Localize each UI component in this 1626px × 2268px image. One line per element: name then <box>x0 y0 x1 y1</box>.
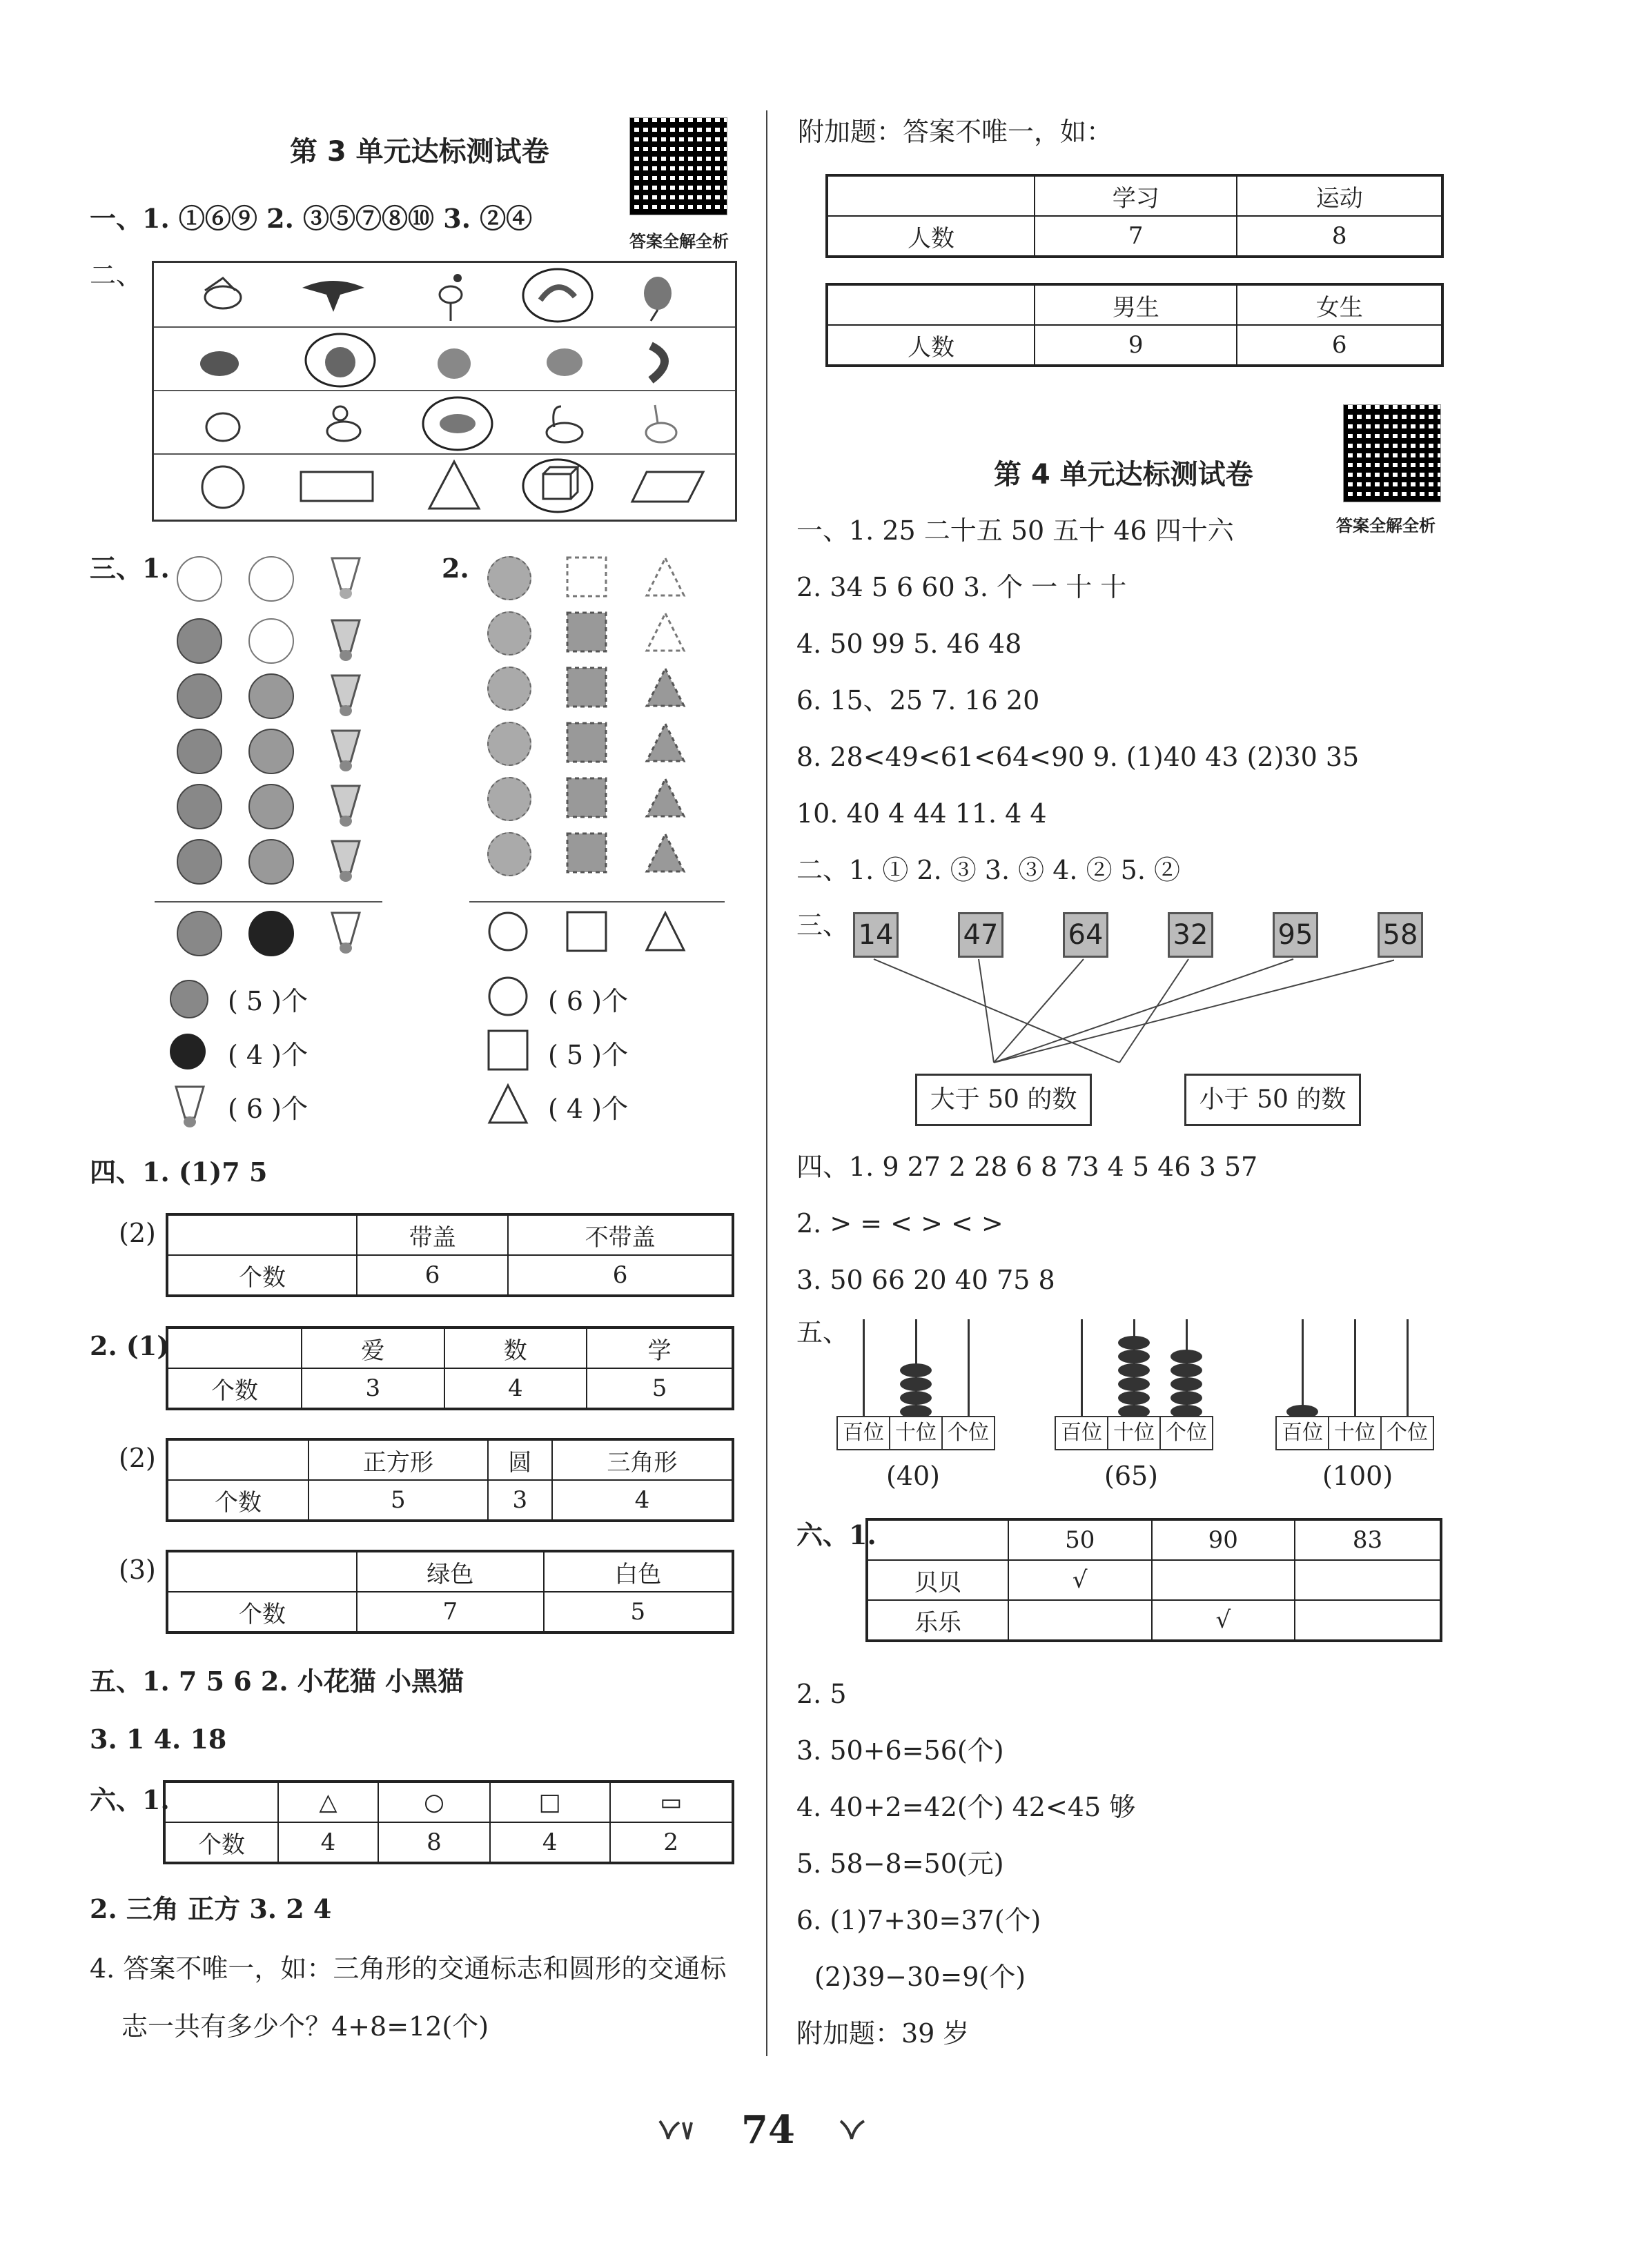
square-icon <box>566 556 607 598</box>
square-icon <box>566 722 607 763</box>
cube-icon-circled <box>520 456 596 515</box>
hen-icon <box>195 401 251 446</box>
goose-icon <box>540 400 589 448</box>
extra-question: 附加题：答案不唯一，如： <box>798 117 1113 147</box>
unit4-l5: 8. 28<49<61<64<90 9. (1)40 43 (2)30 35 <box>796 742 1360 772</box>
shuttlecock-icon <box>329 782 363 828</box>
unit4-a4: 4. 40+2=42(个) 42<45 够 <box>796 1792 1136 1822</box>
square-icon <box>566 667 607 708</box>
count-circle: ( 6 )个 <box>548 986 628 1016</box>
soccer-ball-icon <box>248 784 294 829</box>
page-number: 74 <box>741 2107 795 2153</box>
answer-s2-label: 二、 <box>90 260 143 290</box>
unit4-l2: 2. 34 5 6 60 3. 个 一 十 十 <box>796 572 1127 602</box>
eggplant-icon <box>195 340 244 382</box>
cabbage-icon <box>433 339 475 384</box>
eagle-icon <box>299 274 368 315</box>
answer-s5-3: 3. 1 4. 18 <box>90 1724 227 1755</box>
triangle-icon <box>427 459 482 511</box>
answer-s3-label: 三、1. <box>90 553 170 584</box>
unit4-l8: 四、1. 9 27 2 28 6 8 73 4 5 46 3 57 <box>796 1152 1258 1182</box>
table-colors: 绿色 白色 个数 7 5 <box>166 1550 734 1634</box>
table2-label: 2. (1) <box>90 1330 170 1361</box>
basketball-icon <box>170 980 208 1018</box>
answer-s3-label2: 2. <box>442 553 469 584</box>
unit4-s5-label: 五、 <box>796 1317 850 1348</box>
triangle-icon <box>645 911 686 952</box>
square-icon <box>487 1029 529 1071</box>
table-guess: 50 90 83 贝贝 √ 乐乐 √ <box>865 1518 1442 1642</box>
rabbit-icon <box>637 400 685 448</box>
unit4-s6-label: 六、1. <box>796 1519 876 1550</box>
count-soccer: ( 4 )个 <box>228 1040 308 1070</box>
table-study-sport: 学习 运动 人数 7 8 <box>825 174 1444 258</box>
answer-s6-2: 2. 三角 正方 3. 2 4 <box>90 1893 332 1924</box>
qr-code-icon[interactable] <box>1343 404 1441 502</box>
shuttlecock-icon <box>329 617 363 662</box>
unit4-l3: 4. 50 99 5. 46 48 <box>796 629 1022 659</box>
square-icon <box>566 611 607 653</box>
answer-s1: 一、1. ①⑥⑨ 2. ③⑤⑦⑧⑩ 3. ②④ <box>90 203 533 234</box>
square-icon <box>566 832 607 874</box>
square-icon <box>566 777 607 818</box>
unit4-s3-label: 三、 <box>796 910 850 940</box>
table3-label: (2) <box>119 1443 156 1473</box>
abacus-value: (100) <box>1322 1461 1393 1491</box>
table4-label: (3) <box>119 1555 156 1585</box>
triangle-icon <box>645 832 686 874</box>
shuttlecock-icon <box>329 672 363 718</box>
circle-icon <box>487 911 529 952</box>
abacus-value: (40) <box>886 1461 941 1491</box>
number-box: 14 <box>853 912 899 958</box>
unit4-l1: 一、1. 25 二十五 50 五十 46 四十六 <box>796 515 1234 546</box>
basketball-icon <box>177 729 222 774</box>
circle-icon <box>487 722 531 766</box>
circle-icon <box>487 611 531 655</box>
circle-icon <box>487 976 529 1017</box>
potato-icon <box>540 340 589 382</box>
answer-s6-4a: 4. 答案不唯一，如：三角形的交通标志和圆形的交通标 <box>90 1953 727 1984</box>
square-icon <box>566 911 607 952</box>
circle-icon <box>199 463 247 511</box>
number-box: 47 <box>958 912 1003 958</box>
basketball-icon <box>177 556 222 602</box>
table1-label: (2) <box>119 1218 156 1248</box>
qr-caption: 答案全解全析 <box>1336 516 1436 535</box>
sprout-icon <box>835 2114 870 2142</box>
shuttlecock-icon <box>329 838 363 883</box>
soccer-ball-icon <box>248 839 294 885</box>
basketball-icon <box>177 784 222 829</box>
soccer-ball-icon <box>248 911 294 956</box>
triangle-icon <box>645 777 686 818</box>
parrot-icon <box>630 270 685 322</box>
table-boys-girls: 男生 女生 人数 9 6 <box>825 283 1444 367</box>
rectangle-icon <box>299 470 375 504</box>
count-square: ( 5 )个 <box>548 1040 628 1070</box>
box-greater-than-50: 大于 50 的数 <box>915 1074 1092 1126</box>
shrimp-icon-circled <box>520 266 596 325</box>
triangle-icon <box>645 667 686 708</box>
answer-s6-4b: 志一共有多少个？4+8=12(个) <box>121 2011 489 2042</box>
picture-grid <box>152 261 737 522</box>
unit4-a6: 6. (1)7+30=37(个) <box>796 1905 1041 1935</box>
apple-icon-circled <box>302 331 378 390</box>
unit4-a3: 3. 50+6=56(个) <box>796 1735 1004 1766</box>
answer-s4-1: 四、1. (1)7 5 <box>90 1156 268 1187</box>
table-chars: 爱 数 学 个数 3 4 5 <box>166 1326 734 1410</box>
unit4-l10: 3. 50 66 20 40 75 8 <box>796 1265 1055 1295</box>
circle-icon <box>487 556 531 600</box>
unit4-a5: 5. 58−8=50(元) <box>796 1848 1004 1879</box>
soccer-ball-icon <box>170 1034 206 1069</box>
table-signs: △ ○ □ ▭ 个数 4 8 4 2 <box>163 1780 734 1864</box>
qr-caption: 答案全解全析 <box>629 232 729 251</box>
parallelogram-icon <box>630 470 706 504</box>
basketball-icon <box>177 618 222 664</box>
fish-icon-circled <box>420 394 496 453</box>
bird-icon <box>195 274 251 315</box>
soccer-ball-icon <box>248 618 294 664</box>
count-triangle: ( 4 )个 <box>548 1094 628 1124</box>
qr-code-icon[interactable] <box>629 117 727 215</box>
unit4-l4: 6. 15、25 7. 16 20 <box>796 685 1040 716</box>
soccer-ball-icon <box>248 556 294 602</box>
count-basketball: ( 5 )个 <box>228 986 308 1016</box>
count-shuttlecock: ( 6 )个 <box>228 1094 308 1124</box>
circle-icon <box>487 667 531 711</box>
unit4-l6: 10. 40 4 44 11. 4 4 <box>796 798 1047 829</box>
soccer-ball-icon <box>248 673 294 719</box>
table-lids: 带盖 不带盖 个数 6 6 <box>166 1213 734 1297</box>
basketball-icon <box>177 673 222 719</box>
duck-icon <box>320 400 368 448</box>
number-box: 32 <box>1168 912 1213 958</box>
number-box: 64 <box>1063 912 1108 958</box>
unit4-a2: 2. 5 <box>796 1679 847 1709</box>
circle-icon <box>487 832 531 876</box>
shuttlecock-icon <box>173 1083 207 1129</box>
triangle-icon <box>487 1083 529 1125</box>
table5-label: 六、1. <box>90 1784 170 1815</box>
shuttlecock-icon <box>329 909 363 955</box>
basketball-icon <box>177 911 222 956</box>
abacus-value: (65) <box>1104 1461 1159 1491</box>
box-less-than-50: 小于 50 的数 <box>1184 1074 1361 1126</box>
unit4-l9: 2. > = < > < > <box>796 1208 1003 1239</box>
triangle-icon <box>645 722 686 763</box>
basketball-icon <box>177 839 222 885</box>
column-divider <box>766 110 767 2056</box>
unit4-a7: (2)39−30=9(个) <box>814 1962 1026 1992</box>
shuttlecock-icon <box>329 555 363 600</box>
number-box: 58 <box>1378 912 1423 958</box>
table-shapes: 正方形 圆 三角形 个数 5 3 4 <box>166 1438 734 1522</box>
shuttlecock-icon <box>329 727 363 773</box>
circle-icon <box>487 777 531 821</box>
triangle-icon <box>645 556 686 598</box>
soccer-ball-icon <box>248 729 294 774</box>
chili-icon <box>637 339 678 384</box>
heron-icon <box>430 270 471 322</box>
unit3-title: 第 3 单元达标测试卷 <box>290 136 549 168</box>
number-box: 95 <box>1273 912 1318 958</box>
unit4-title: 第 4 单元达标测试卷 <box>994 459 1253 491</box>
unit4-a8: 附加题：39 岁 <box>796 2018 970 2049</box>
sprout-icon <box>653 2114 694 2142</box>
unit4-l7: 二、1. ① 2. ③ 3. ③ 4. ② 5. ② <box>796 855 1180 885</box>
answer-s5-1: 五、1. 7 5 6 2. 小花猫 小黑猫 <box>90 1666 464 1697</box>
triangle-icon <box>645 611 686 653</box>
